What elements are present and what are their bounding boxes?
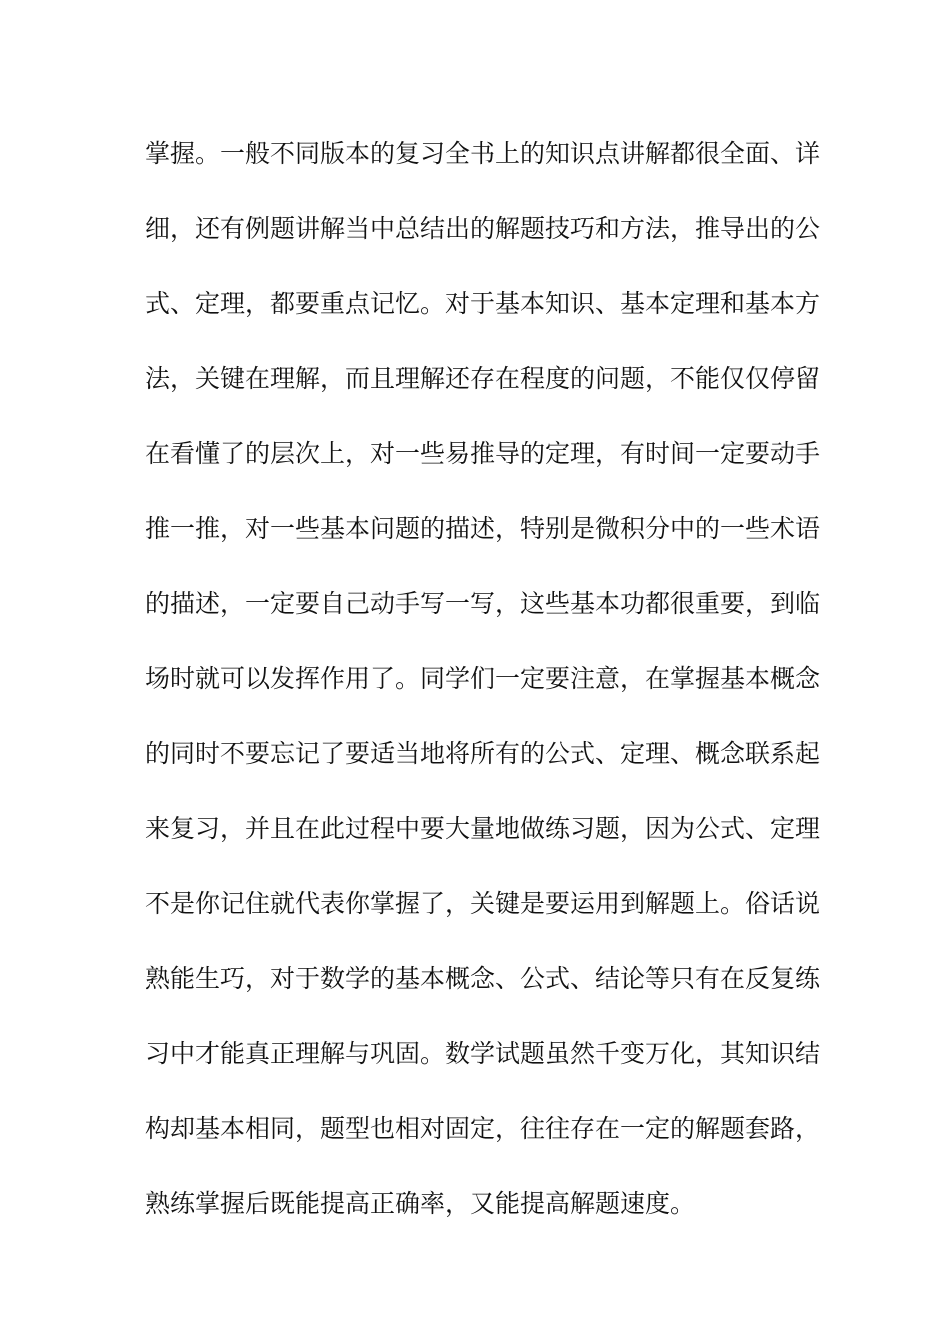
paragraph-line: 熟练掌握后既能提高正确率，又能提高解题速度。: [145, 1189, 696, 1218]
paragraph-line: 场时就可以发挥作用了。同学们一定要注意，在掌握基本概念: [145, 664, 821, 693]
paragraph-line: 推一推，对一些基本问题的描述，特别是微积分中的一些术语: [145, 514, 821, 543]
paragraph-line: 来复习，并且在此过程中要大量地做练习题，因为公式、定理: [145, 814, 821, 843]
paragraph-line: 习中才能真正理解与巩固。数学试题虽然千变万化，其知识结: [145, 1039, 821, 1068]
paragraph-line: 在看懂了的层次上，对一些易推导的定理，有时间一定要动手: [145, 439, 821, 468]
paragraph-line: 构却基本相同，题型也相对固定，往往存在一定的解题套路，: [145, 1114, 821, 1143]
paragraph-line: 法，关键在理解，而且理解还存在程度的问题，不能仅仅停留: [145, 364, 821, 393]
paragraph-line: 式、定理，都要重点记忆。对于基本知识、基本定理和基本方: [145, 289, 821, 318]
paragraph-line: 细，还有例题讲解当中总结出的解题技巧和方法，推导出的公: [145, 214, 821, 243]
paragraph-line: 的描述，一定要自己动手写一写，这些基本功都很重要，到临: [145, 589, 821, 618]
paragraph-line: 不是你记住就代表你掌握了，关键是要运用到解题上。俗话说: [145, 889, 821, 918]
paragraph-line: 熟能生巧，对于数学的基本概念、公式、结论等只有在反复练: [145, 964, 821, 993]
paragraph-line: 掌握。一般不同版本的复习全书上的知识点讲解都很全面、详: [145, 139, 821, 168]
body-paragraph: [145, 127, 821, 1252]
paragraph-line: 的同时不要忘记了要适当地将所有的公式、定理、概念联系起: [145, 739, 821, 768]
